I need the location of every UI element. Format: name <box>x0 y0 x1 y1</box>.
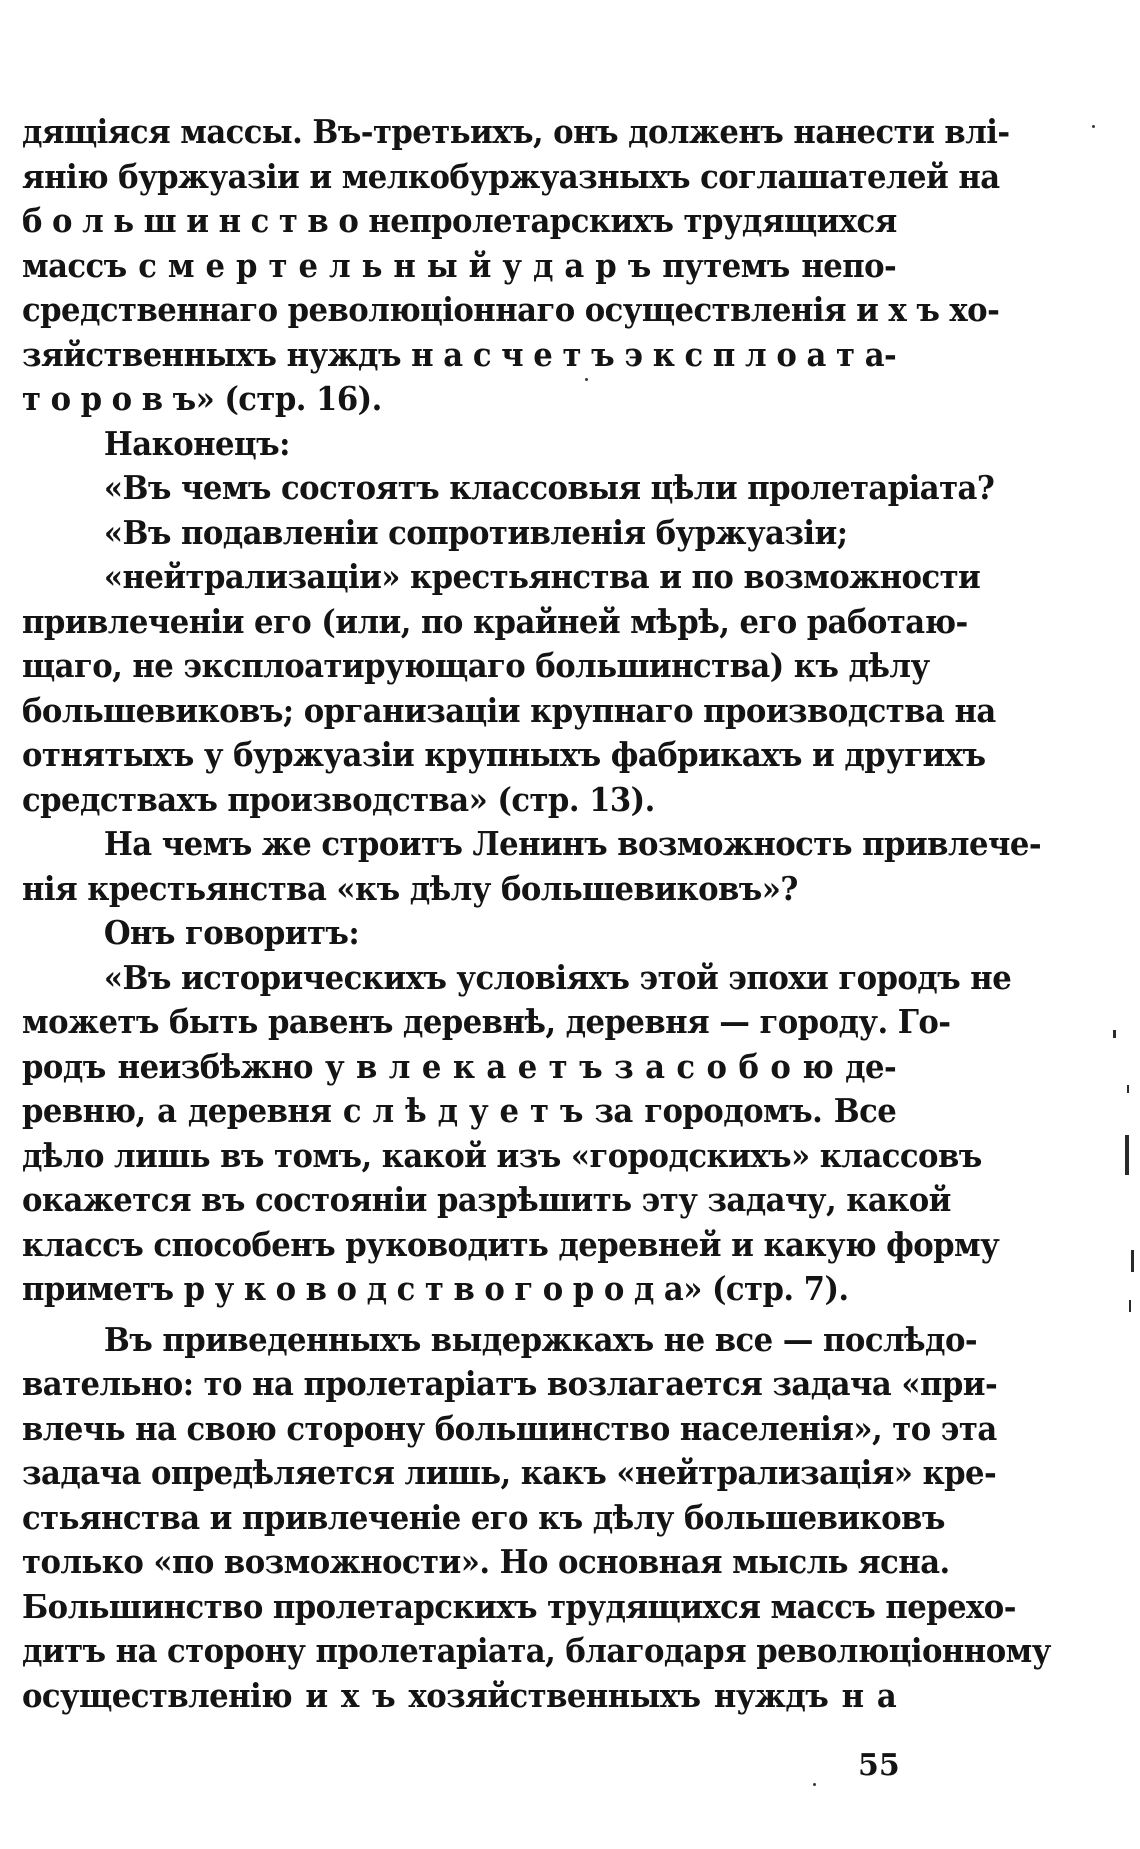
text-line: дитъ на сторону пролетаріата, благодаря революціонному <box>22 1631 1051 1670</box>
scan-artifact <box>1125 1135 1129 1175</box>
text-line: большевиковъ; организаціи крупнаго производства на <box>22 690 996 730</box>
text-line: нія крестьянства «къ дѣлу большевиковъ»? <box>22 868 798 908</box>
text-line: т о р о в ъ» (стр. 16). <box>22 379 382 418</box>
scan-speck <box>813 1783 816 1786</box>
text-line: массъ с м е р т е л ь н ы й у д а р ъ путемъ непо- <box>22 245 897 285</box>
text-line: щаго, не эксплоатирующаго большинства) къ дѣлу <box>22 646 930 685</box>
text-line: классъ способенъ руководить деревней и какую форму <box>22 1224 1000 1264</box>
scan-speck <box>585 378 588 381</box>
text-line: родъ неизбѣжно у в л е к а е т ъ з а с о б о ю де- <box>22 1046 897 1086</box>
text-line: задача опредѣляется лишь, какъ «нейтрализація» кре- <box>22 1453 997 1492</box>
text-line: вательно: то на пролетаріатъ возлагается задача «при- <box>22 1364 998 1403</box>
text-line: Наконецъ: <box>103 423 290 463</box>
text-line: Въ приведенныхъ выдержкахъ не все — послѣдо- <box>103 1319 978 1359</box>
text-line: янію буржуазіи и мелкобуржуазныхъ соглашателей на <box>22 156 1000 196</box>
text-line: влечь на свою сторону большинство населенія», то эта <box>22 1408 997 1448</box>
text-line: можетъ быть равенъ деревнѣ, деревня — городу. Го- <box>22 1002 951 1041</box>
text-line: средствахъ производства» (стр. 13). <box>22 779 655 819</box>
text-line: только «по возможности». Но основная мысль ясна. <box>22 1542 950 1581</box>
text-line: Онъ говоритъ: <box>103 913 360 952</box>
text-line: Большинство пролетарскихъ трудящихся массъ перехо- <box>22 1586 1016 1626</box>
scan-speck <box>1092 125 1095 128</box>
text-line: ревню, а деревня с л ѣ д у е т ъ за городомъ. Все <box>22 1091 897 1130</box>
text-line: «Въ подавленіи сопротивленія буржуазіи; <box>103 512 848 552</box>
text-line: «нейтрализаціи» крестьянства и по возможности <box>103 557 981 596</box>
text-line: приметъ р у к о в о д с т в о г о р о д а» (стр. 7). <box>22 1269 849 1308</box>
scan-artifact <box>1127 1085 1129 1093</box>
text-line: средственнаго революціоннаго осуществленія и х ъ хо- <box>22 290 1000 329</box>
text-line: окажется въ состояніи разрѣшить эту задачу, какой <box>22 1180 951 1219</box>
text-line: «Въ историческихъ условіяхъ этой эпохи городъ не <box>103 957 1012 997</box>
page-body-text <box>22 110 1051 1718</box>
text-line: дѣло лишь въ томъ, какой изъ «городскихъ» классовъ <box>22 1135 982 1175</box>
text-line: «Въ чемъ состоятъ классовыя цѣли пролетаріата? <box>103 468 995 507</box>
text-line: привлеченіи его (или, по крайней мѣрѣ, его работаю- <box>22 601 968 641</box>
text-line: отнятыхъ у буржуазіи крупныхъ фабрикахъ и другихъ <box>22 735 986 774</box>
text-line: стьянства и привлеченіе его къ дѣлу большевиковъ <box>22 1497 945 1537</box>
text-line: б о л ь ш и н с т в о непролетарскихъ трудящихся <box>22 201 897 240</box>
text-line: осуществленію и х ъ хозяйственныхъ нуждъ н а <box>22 1675 897 1715</box>
text-line: дящіяся массы. Въ-третьихъ, онъ долженъ нанести влі- <box>22 112 1010 151</box>
scan-artifact <box>1131 1250 1134 1272</box>
text-line: зяйственныхъ нуждъ н а с ч е т ъ э к с п л о а т а- <box>22 334 897 374</box>
page-number: 55 <box>858 1748 900 1783</box>
scan-artifact <box>1113 1030 1116 1038</box>
text-line: На чемъ же строитъ Ленинъ возможность привлече- <box>103 824 1042 863</box>
scan-artifact <box>1129 1300 1131 1312</box>
